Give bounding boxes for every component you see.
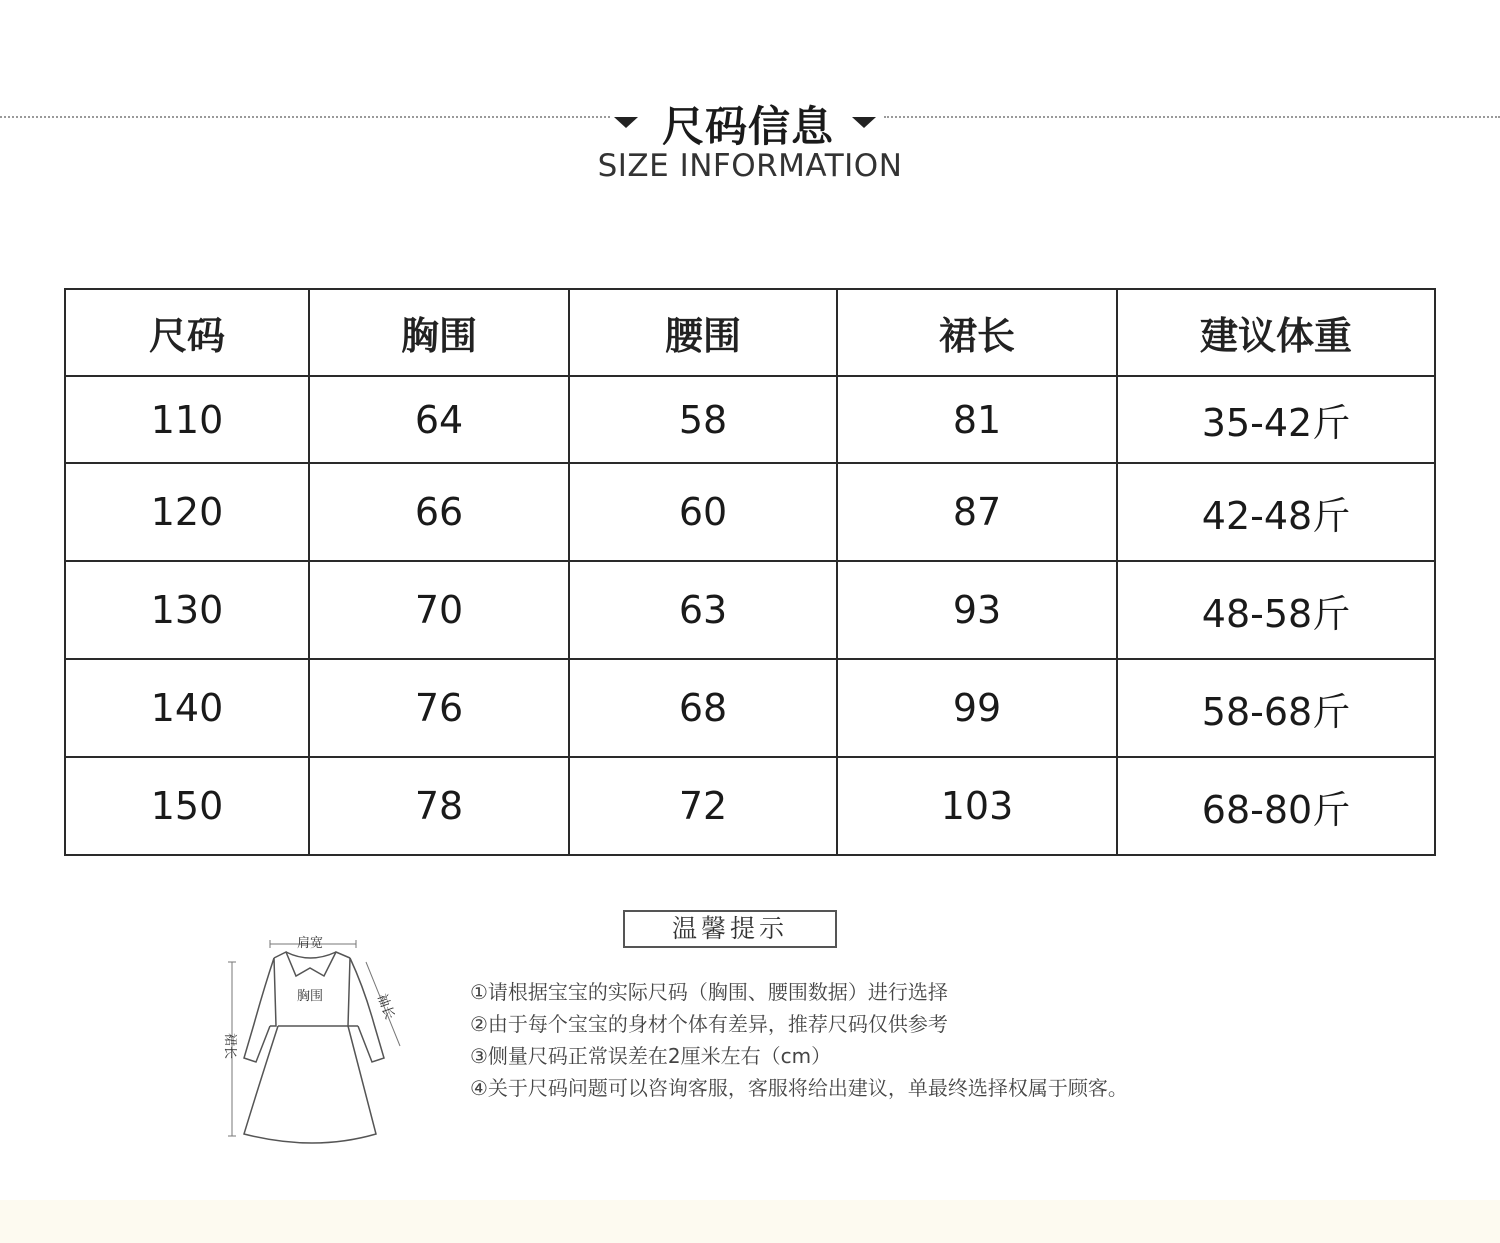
tip-item: ③侧量尺码正常误差在2厘米左右（cm） bbox=[470, 1044, 832, 1068]
cell-chest: 66 bbox=[309, 463, 569, 561]
cell-size: 150 bbox=[65, 757, 309, 855]
footer-band bbox=[0, 1200, 1500, 1243]
divider-left bbox=[0, 116, 610, 118]
label-sleeve: 袖长 bbox=[373, 992, 397, 1022]
tip-item: ①请根据宝宝的实际尺码（胸围、腰围数据）进行选择 bbox=[470, 980, 948, 1004]
cell-size: 130 bbox=[65, 561, 309, 659]
cell-waist: 58 bbox=[569, 376, 837, 463]
cell-waist: 60 bbox=[569, 463, 837, 561]
cell-waist: 63 bbox=[569, 561, 837, 659]
tip-item: ②由于每个宝宝的身材个体有差异，推荐尺码仅供参考 bbox=[470, 1012, 948, 1036]
cell-waist: 68 bbox=[569, 659, 837, 757]
cell-size: 110 bbox=[65, 376, 309, 463]
table-row bbox=[65, 376, 1435, 463]
label-shoulder: 肩宽 bbox=[296, 936, 324, 951]
label-length: 裙长 bbox=[222, 1032, 237, 1060]
cell-size: 140 bbox=[65, 659, 309, 757]
triangle-down-icon bbox=[852, 117, 876, 128]
cell-length: 87 bbox=[837, 463, 1117, 561]
tips-title: 温馨提示 bbox=[623, 910, 837, 948]
cell-weight: 48-58斤 bbox=[1117, 561, 1435, 659]
cell-length: 99 bbox=[837, 659, 1117, 757]
cell-length: 103 bbox=[837, 757, 1117, 855]
page-subtitle: SIZE INFORMATION bbox=[597, 148, 903, 184]
header-weight: 建议体重 bbox=[1117, 289, 1435, 376]
table-header-row bbox=[65, 289, 1435, 376]
label-chest: 胸围 bbox=[296, 989, 324, 1004]
dress-diagram bbox=[214, 928, 414, 1148]
cell-chest: 78 bbox=[309, 757, 569, 855]
cell-weight: 68-80斤 bbox=[1117, 757, 1435, 855]
cell-size: 120 bbox=[65, 463, 309, 561]
header-size: 尺码 bbox=[65, 289, 309, 376]
cell-waist: 72 bbox=[569, 757, 837, 855]
triangle-down-icon bbox=[614, 117, 638, 128]
header-waist: 腰围 bbox=[569, 289, 837, 376]
tips-list bbox=[470, 976, 1230, 1104]
cell-chest: 76 bbox=[309, 659, 569, 757]
table-row bbox=[65, 659, 1435, 757]
page-title: 尺码信息 bbox=[661, 102, 834, 151]
cell-length: 93 bbox=[837, 561, 1117, 659]
cell-length: 81 bbox=[837, 376, 1117, 463]
table-row bbox=[65, 561, 1435, 659]
size-table bbox=[64, 288, 1436, 856]
tip-item: ④关于尺码问题可以咨询客服，客服将给出建议，单最终选择权属于顾客。 bbox=[470, 1076, 1128, 1100]
cell-weight: 35-42斤 bbox=[1117, 376, 1435, 463]
cell-chest: 70 bbox=[309, 561, 569, 659]
table-row bbox=[65, 757, 1435, 855]
table-row bbox=[65, 463, 1435, 561]
cell-weight: 58-68斤 bbox=[1117, 659, 1435, 757]
header-length: 裙长 bbox=[837, 289, 1117, 376]
cell-chest: 64 bbox=[309, 376, 569, 463]
header-chest: 胸围 bbox=[309, 289, 569, 376]
cell-weight: 42-48斤 bbox=[1117, 463, 1435, 561]
divider-right bbox=[884, 116, 1500, 118]
